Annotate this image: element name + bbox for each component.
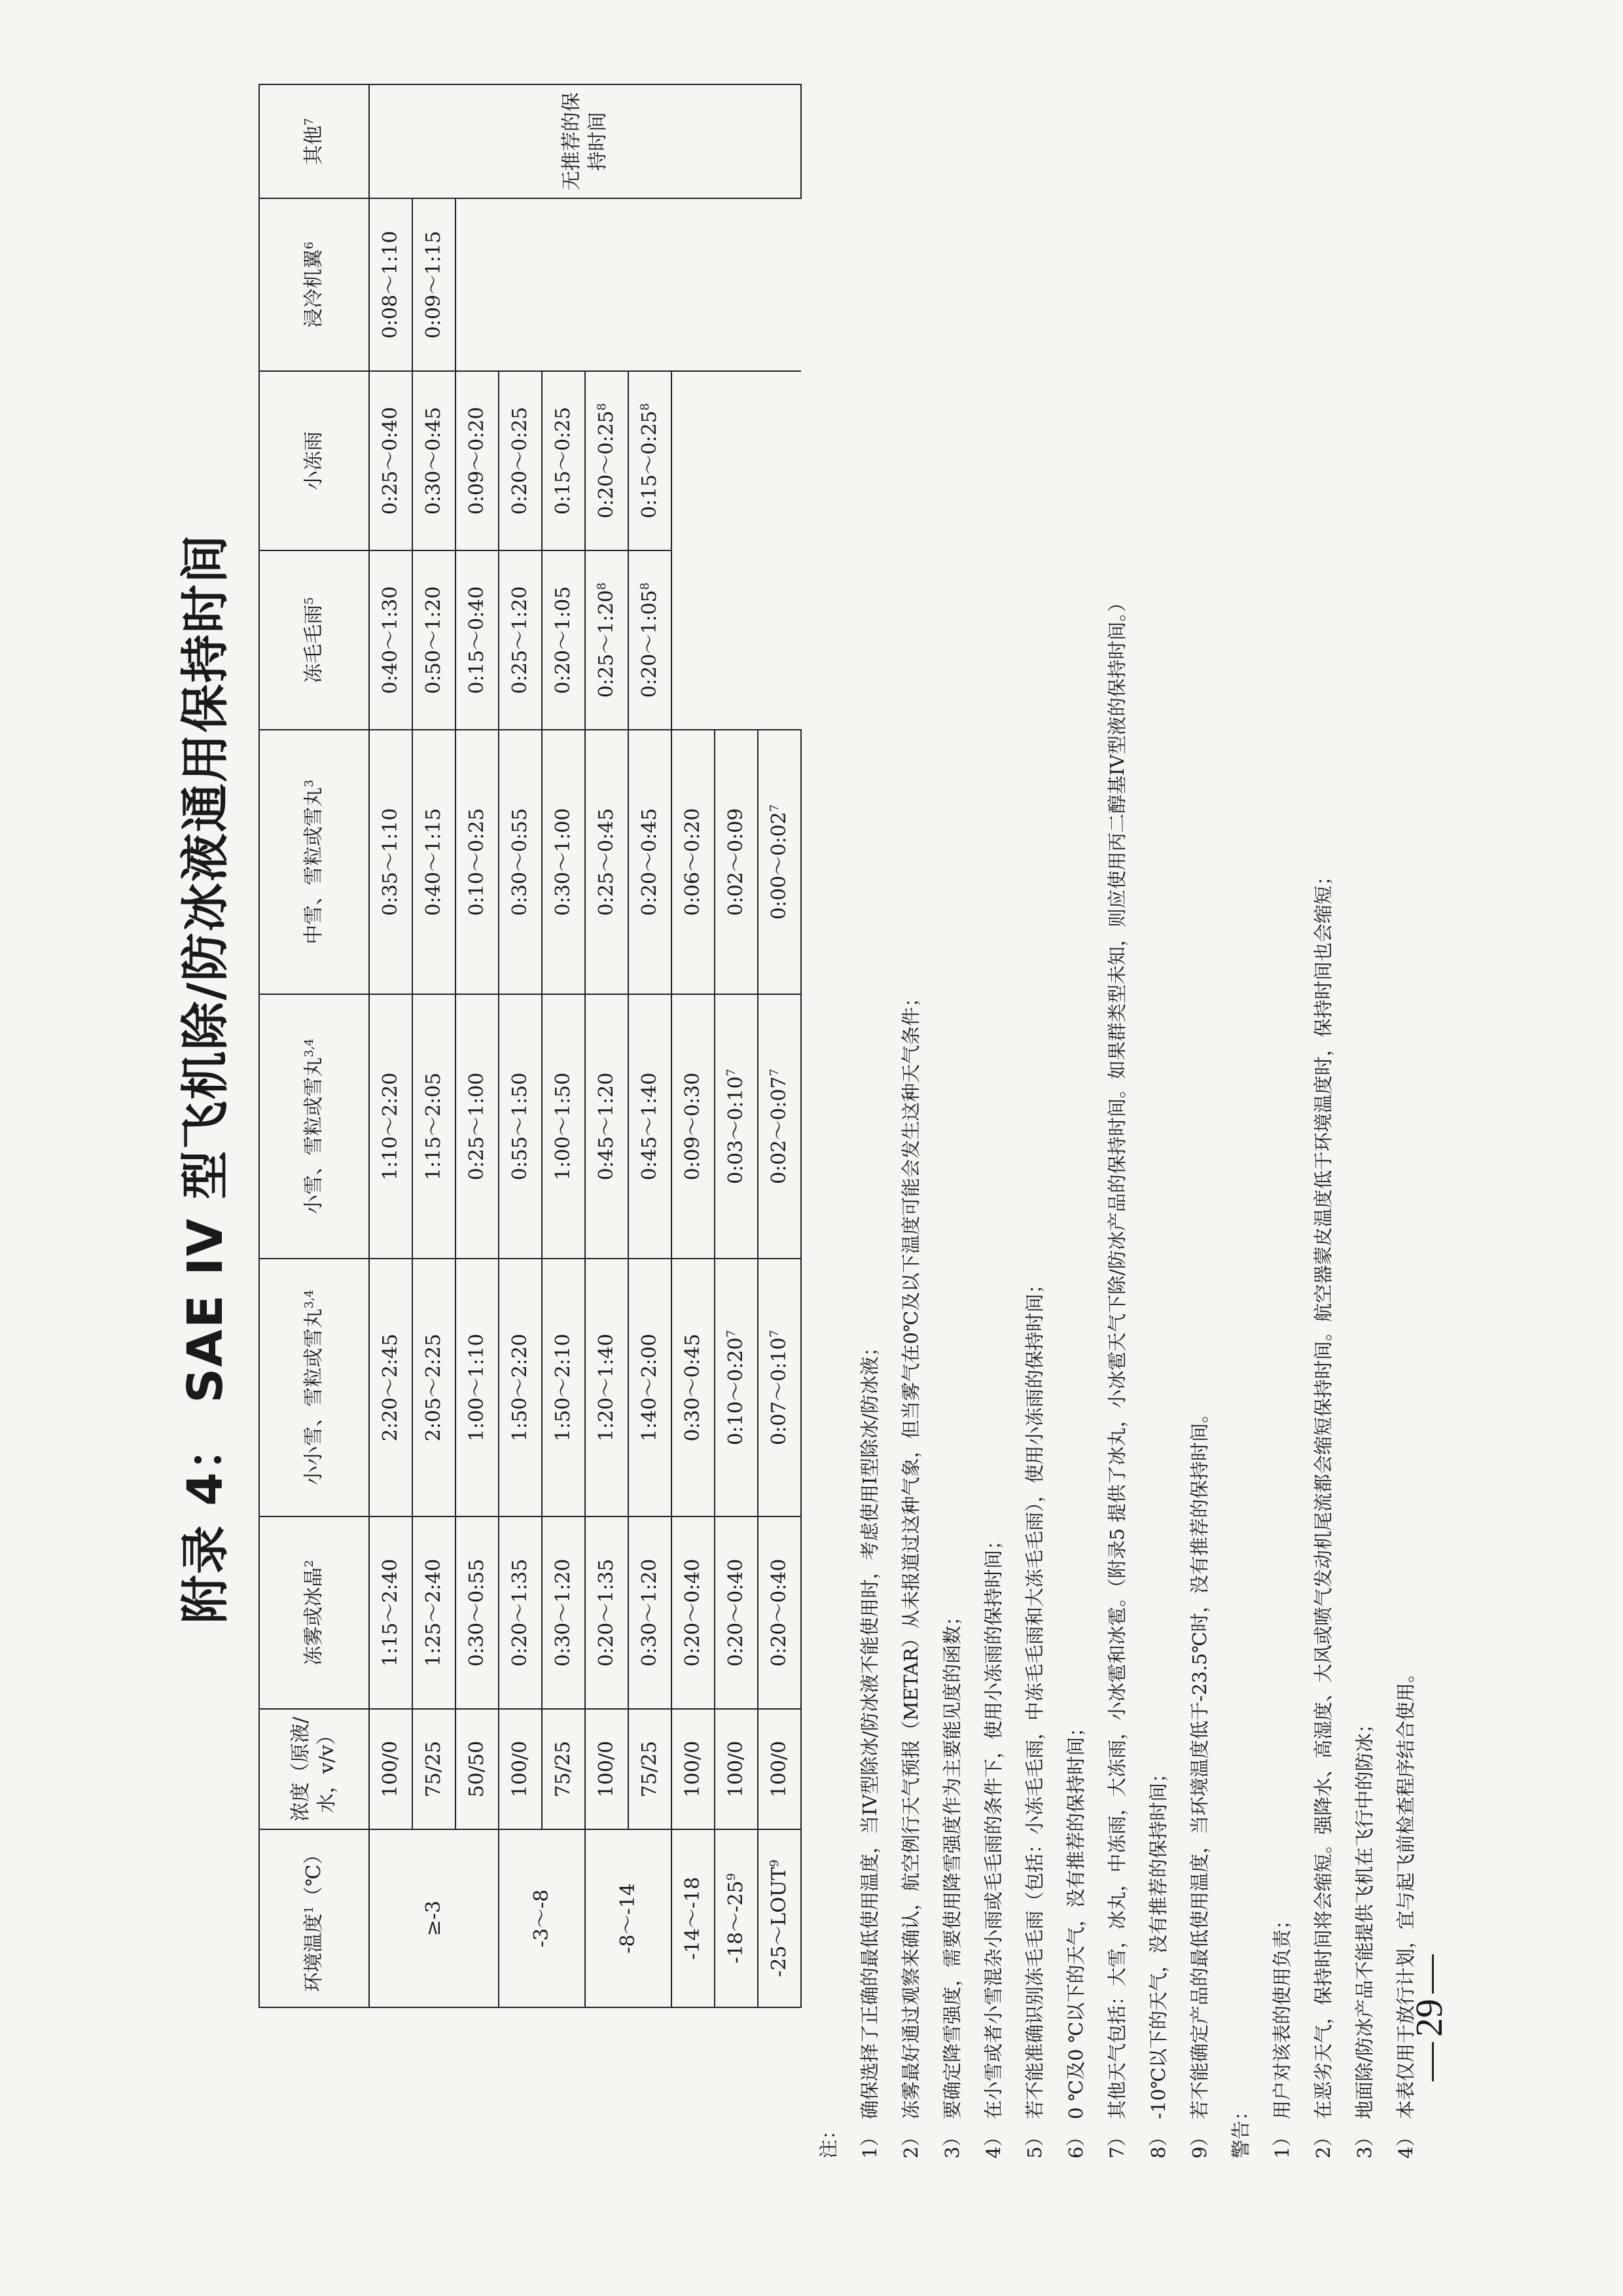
vlsnow-value: 0:07～0:10	[767, 1337, 791, 1446]
temp-value: -14～-18	[681, 1876, 704, 1960]
fdrizzle-sup: 8	[637, 582, 652, 590]
temp-value: -3～-8	[529, 1889, 553, 1948]
msnow-cell	[758, 730, 801, 994]
header-coldsoak-sup: 6	[302, 242, 316, 249]
page-number	[1407, 1949, 1451, 2087]
conc-cell: 100/0	[585, 1709, 628, 1829]
lsnow-value: 0:03～0:10	[724, 1076, 747, 1185]
header-temp-unit: （℃）	[302, 1844, 325, 1907]
header-temp-sup: 1	[302, 1906, 316, 1914]
note-text: 要确定降雪强度，需要使用降雪强度作为主要能见度的函数；	[941, 1606, 963, 2119]
lfrain-cell: 0:20～0:25	[499, 371, 542, 550]
lfrain-cell	[628, 371, 671, 550]
lfrain-cell	[585, 371, 628, 550]
table-row	[412, 84, 455, 2007]
header-vlsnow-sup: 3,4	[302, 1289, 316, 1309]
fog-cell: 0:20～0:40	[715, 1516, 758, 1709]
conc-cell: 75/25	[412, 1709, 455, 1829]
vlsnow-value: 0:10～0:20	[724, 1337, 747, 1446]
header-moderate-snow	[259, 730, 369, 994]
msnow-sup: 7	[767, 804, 781, 812]
header-fog-sup: 2	[302, 1560, 316, 1568]
fog-cell: 0:30～1:20	[542, 1516, 585, 1709]
warning-item	[1344, 162, 1385, 2159]
page-number-dash-left	[1432, 2042, 1434, 2081]
fog-cell: 0:30～1:20	[628, 1516, 671, 1709]
fog-cell: 0:20～1:35	[499, 1516, 542, 1709]
header-vlsnow-text: 小小雪、雪粒或雪丸	[302, 1308, 325, 1486]
warnings-heading: 警告：	[1230, 2101, 1252, 2159]
fdrizzle-value: 0:25～1:20	[594, 590, 618, 698]
table-row	[455, 84, 499, 2007]
lfrain-sup: 8	[637, 403, 652, 411]
table-row	[542, 84, 585, 2007]
temp-sup: 9	[724, 1873, 738, 1881]
note-number: 4）	[982, 2127, 1005, 2159]
note-item	[1097, 162, 1138, 2159]
fdrizzle-cell: 0:40～1:30	[369, 550, 412, 730]
lfrain-cell: 0:15～0:25	[542, 371, 585, 550]
lfrain-cell: 0:30～0:45	[412, 371, 455, 550]
header-fdrizzle-sup: 5	[302, 597, 316, 605]
note-number: 3）	[941, 2127, 963, 2159]
note-number: 5）	[1024, 2127, 1046, 2159]
note-number: 9）	[1188, 2127, 1211, 2159]
notes-heading: 注：	[817, 2120, 840, 2159]
header-light-snow	[259, 994, 369, 1259]
header-msnow-sup: 3	[302, 780, 316, 787]
msnow-cell: 0:06～0:20	[671, 730, 715, 994]
lsnow-cell: 0:55～1:50	[499, 994, 542, 1259]
note-item	[1179, 162, 1221, 2159]
lsnow-sup: 7	[767, 1068, 781, 1077]
lsnow-cell: 0:45～1:40	[628, 994, 671, 1259]
fdrizzle-cell: 0:50～1:20	[412, 550, 455, 730]
lfrain-value: 0:15～0:25	[637, 410, 661, 519]
fdrizzle-cell: 0:15～0:40	[455, 550, 499, 730]
note-text: 在小雪或者小雪混杂小雨或毛毛雨的条件下，使用小冻雨的保持时间；	[982, 1530, 1005, 2119]
vlsnow-cell: 2:20～2:45	[369, 1259, 412, 1516]
table-row	[628, 84, 671, 2007]
note-item	[1014, 162, 1056, 2159]
msnow-cell: 0:25～0:45	[585, 730, 628, 994]
temp-value: -25～LOUT	[767, 1867, 791, 1977]
conc-cell: 75/25	[542, 1709, 585, 1829]
msnow-cell: 0:20～0:45	[628, 730, 671, 994]
coldsoak-cell: 0:09～1:15	[412, 198, 455, 371]
vlsnow-cell: 1:40～2:00	[628, 1259, 671, 1516]
header-fdrizzle-text: 冻毛毛雨	[302, 604, 325, 683]
lsnow-cell: 0:09～0:30	[671, 994, 715, 1259]
lfrain-value: 0:20～0:25	[594, 410, 618, 519]
vlsnow-cell: 1:50～2:10	[542, 1259, 585, 1516]
note-number: 2）	[900, 2127, 922, 2159]
warning-text: 用户对该表的使用负责；	[1271, 1910, 1293, 2119]
note-item	[891, 162, 932, 2159]
lsnow-cell: 0:25～1:00	[455, 994, 499, 1259]
note-text: 其他天气包括：大雪，冰丸，中冻雨，大冻雨，小冰雹和冰雹。（附录5 提供了冰丸，小冰雹天气下除/防冰产品的保持时间。如果群类型未知，则应使用丙二醇基IV型液的保持时间。）	[1106, 593, 1128, 2119]
temp-value: -8～-14	[616, 1883, 639, 1954]
header-row	[259, 84, 369, 2007]
header-very-light-snow	[259, 1259, 369, 1516]
note-text: 冻雾最好通过观察来确认，航空例行天气预报（METAR）从未报道过这种气象，但当雾气在0℃及以下温度可能会发生这种天气条件；	[900, 988, 922, 2119]
warning-number: 4）	[1395, 2127, 1417, 2159]
fog-cell: 0:30～0:55	[455, 1516, 499, 1709]
table-row	[369, 84, 412, 2007]
fog-cell: 0:20～0:40	[758, 1516, 801, 1709]
note-number: 6）	[1065, 2127, 1087, 2159]
header-temp	[259, 1829, 369, 2007]
header-fog-text: 冻雾或冰晶	[302, 1567, 325, 1666]
note-text: -10℃以下的天气，没有推荐的保持时间；	[1147, 1763, 1169, 2119]
temp-cell	[715, 1829, 758, 2007]
temp-cell	[671, 1829, 715, 2007]
vlsnow-cell	[715, 1259, 758, 1516]
temp-cell	[369, 1829, 499, 2007]
msnow-cell: 0:40～1:15	[412, 730, 455, 994]
page-number-text: 29	[1408, 1999, 1450, 2037]
table-row	[499, 84, 542, 2007]
header-coldsoak-text: 浸冷机翼	[302, 249, 325, 328]
conc-cell: 100/0	[715, 1709, 758, 1829]
no-holdover-cell: 无推荐的保持时间	[369, 84, 801, 198]
header-temp-text: 环境温度	[302, 1913, 325, 1992]
lsnow-cell: 0:45～1:20	[585, 994, 628, 1259]
warning-text: 地面除/防冰产品不能提供飞机在飞行中的防冰；	[1353, 1714, 1376, 2119]
note-text: 0 ℃及0 ℃以下的天气，没有推荐的保持时间；	[1065, 1717, 1087, 2119]
msnow-cell: 0:30～0:55	[499, 730, 542, 994]
holdover-table	[259, 84, 802, 2008]
header-lsnow-text: 小雪、雪粒或雪丸	[302, 1057, 325, 1215]
lsnow-sup: 7	[724, 1068, 738, 1077]
lfrain-sup: 8	[594, 403, 609, 411]
msnow-cell: 0:02～0:09	[715, 730, 758, 994]
lsnow-cell	[715, 994, 758, 1259]
temp-cell	[499, 1829, 585, 2007]
drizzle-blank-cell	[671, 371, 801, 730]
warning-item	[1385, 162, 1427, 2159]
header-cold-soak	[259, 198, 369, 371]
vlsnow-sup: 7	[767, 1329, 781, 1338]
warning-item	[1262, 162, 1303, 2159]
temp-value: -18～-25	[724, 1880, 747, 1964]
note-item	[932, 162, 973, 2159]
page-number-dash-right	[1432, 1954, 1434, 1994]
note-number: 8）	[1147, 2127, 1169, 2159]
msnow-value: 0:00～0:02	[767, 812, 791, 920]
conc-cell: 100/0	[369, 1709, 412, 1829]
table-row	[671, 84, 715, 2007]
msnow-cell: 0:30～1:00	[542, 730, 585, 994]
warning-number: 2）	[1312, 2127, 1334, 2159]
fdrizzle-cell	[585, 550, 628, 730]
vlsnow-cell: 0:30～0:45	[671, 1259, 715, 1516]
fdrizzle-cell: 0:25～1:20	[499, 550, 542, 730]
fog-cell: 1:25～2:40	[412, 1516, 455, 1709]
vlsnow-cell: 2:05～2:25	[412, 1259, 455, 1516]
vlsnow-cell: 1:20～1:40	[585, 1259, 628, 1516]
note-item	[973, 162, 1014, 2159]
lfrain-cell: 0:09～0:20	[455, 371, 499, 550]
fdrizzle-cell: 0:20～1:05	[542, 550, 585, 730]
header-freezing-drizzle	[259, 550, 369, 730]
header-light-freezing-rain: 小冻雨	[259, 371, 369, 550]
page-title: 附录 4： SAE IV 型飞机除/防冰液通用保持时间	[177, 533, 234, 1624]
note-number: 1）	[859, 2127, 881, 2159]
lsnow-cell	[758, 994, 801, 1259]
notes-section	[808, 162, 1427, 2159]
fog-cell: 1:15～2:40	[369, 1516, 412, 1709]
fdrizzle-cell	[628, 550, 671, 730]
msnow-cell: 0:35～1:10	[369, 730, 412, 994]
table-row	[585, 84, 628, 2007]
lfrain-cell: 0:25～0:40	[369, 371, 412, 550]
note-text: 若不能准确识别冻毛毛雨（包括：小冻毛毛雨，中冻毛毛雨和大冻毛毛雨），使用小冻雨的保持时间；	[1024, 1274, 1046, 2119]
conc-cell: 75/25	[628, 1709, 671, 1829]
vlsnow-cell: 1:00～1:10	[455, 1259, 499, 1516]
header-other	[259, 84, 369, 198]
fdrizzle-value: 0:20～1:05	[637, 590, 661, 698]
lsnow-cell: 1:00～1:50	[542, 994, 585, 1259]
note-text: 确保选择了正确的最低使用温度，当IV型除冰/防冰液不能使用时，考虑使用I型除冰/防冰液；	[859, 1337, 881, 2119]
conc-cell: 50/50	[455, 1709, 499, 1829]
temp-cell	[585, 1829, 671, 2007]
warning-number: 3）	[1353, 2127, 1376, 2159]
vlsnow-cell: 1:50～2:20	[499, 1259, 542, 1516]
vlsnow-sup: 7	[724, 1329, 738, 1338]
conc-cell: 100/0	[671, 1709, 715, 1829]
msnow-cell: 0:10～0:25	[455, 730, 499, 994]
conc-cell: 100/0	[499, 1709, 542, 1829]
coldsoak-cell: 0:08～1:10	[369, 198, 412, 371]
header-fog	[259, 1516, 369, 1709]
header-other-text: 其他	[302, 125, 325, 165]
temp-cell	[758, 1829, 801, 2007]
fog-cell: 0:20～0:40	[671, 1516, 715, 1709]
coldsoak-blank-cell	[455, 198, 801, 371]
vlsnow-cell	[758, 1259, 801, 1516]
warning-text: 在恶劣天气，保持时间将会缩短。强降水、高湿度、大风或喷气发动机尾流都会缩短保持时间。航空器蒙皮温度低于环境温度时，保持时间也会缩短；	[1312, 866, 1334, 2119]
warning-item	[1303, 162, 1344, 2159]
header-lsnow-sup: 3,4	[302, 1038, 316, 1058]
lsnow-value: 0:02～0:07	[767, 1076, 791, 1185]
temp-sup: 9	[767, 1859, 781, 1867]
temp-value: ≥-3	[421, 1900, 445, 1937]
note-item	[1138, 162, 1179, 2159]
fdrizzle-sup: 8	[594, 582, 609, 590]
warning-text: 本表仅用于放行计划，宜与起飞前检查程序结合使用。	[1395, 1663, 1417, 2119]
note-item	[849, 162, 891, 2159]
note-item	[1056, 162, 1097, 2159]
note-number: 7）	[1106, 2127, 1128, 2159]
conc-cell: 100/0	[758, 1709, 801, 1829]
header-other-sup: 7	[302, 118, 316, 126]
warning-number: 1）	[1271, 2127, 1293, 2159]
lsnow-cell: 1:15～2:05	[412, 994, 455, 1259]
note-text: 若不能确定产品的最低使用温度，当环境温度低于-23.5℃时，没有推荐的保持时间。	[1188, 1404, 1211, 2119]
fog-cell: 0:20～1:35	[585, 1516, 628, 1709]
lsnow-cell: 1:10～2:20	[369, 994, 412, 1259]
header-msnow-text: 中雪、雪粒或雪丸	[302, 787, 325, 944]
header-conc: 浓度（原液/水，v/v）	[259, 1709, 369, 1829]
